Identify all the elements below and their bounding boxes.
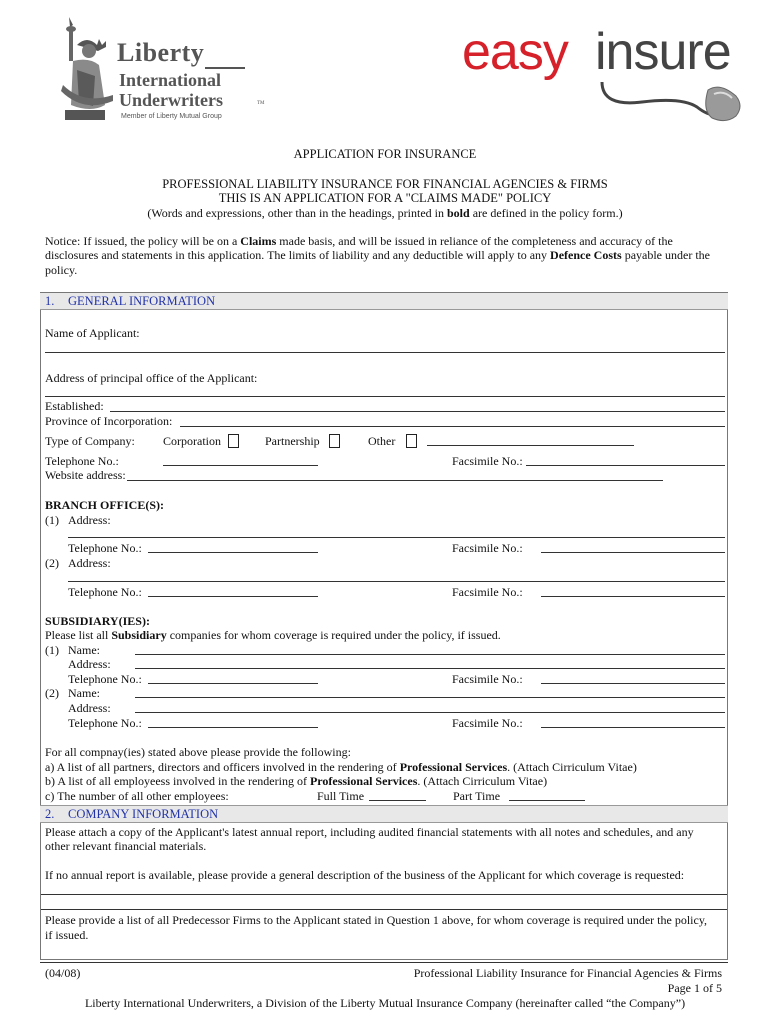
established-label: Established: bbox=[45, 399, 104, 413]
branch-2-address-label: Address: bbox=[68, 556, 111, 570]
notice-l1-post: made basis, and will be issued in reliance of the completeness and accuracy of the bbox=[276, 234, 673, 248]
business-description-prompt: If no annual report is available, please provide a general description of the business of the Applicant for which coverage is requested: bbox=[45, 868, 685, 882]
applicant-name-label: Name of Applicant: bbox=[45, 326, 140, 340]
notice-l1-bold: Claims bbox=[240, 234, 277, 248]
sub-2-facsimile-label: Facsimile No.: bbox=[452, 716, 523, 730]
applicant-name-field[interactable] bbox=[45, 352, 725, 353]
sub-1-name-field[interactable] bbox=[135, 654, 725, 655]
branch-2-address-field[interactable] bbox=[68, 581, 725, 582]
branch-2-telephone-field[interactable] bbox=[148, 596, 318, 597]
sub-2-telephone-field[interactable] bbox=[148, 727, 318, 728]
branch-2-facsimile-label: Facsimile No.: bbox=[452, 585, 523, 599]
notice-line-3: policy. bbox=[45, 263, 78, 277]
full-time-field[interactable] bbox=[369, 800, 426, 801]
predecessor-firms-line-1: Please provide a list of all Predecessor Firms to the Applicant stated in Question 1 above, for whom coverage is required under the policy, bbox=[45, 913, 708, 927]
sub-1-facsimile-label: Facsimile No.: bbox=[452, 672, 523, 686]
easyinsure-easy: easy bbox=[462, 23, 568, 81]
sub-1-telephone-label: Telephone No.: bbox=[68, 672, 142, 686]
annual-report-line-1: Please attach a copy of the Applicant's latest annual report, including audited financial statements with all notes and schedules, and any bbox=[45, 825, 694, 839]
easyinsure-logo bbox=[462, 22, 752, 122]
sub-2-address-label: Address: bbox=[68, 701, 111, 715]
partnership-checkbox[interactable] bbox=[329, 434, 340, 448]
branch-1-address-label: Address: bbox=[68, 513, 111, 527]
provide-item-c: c) The number of all other employees: bbox=[45, 789, 229, 803]
provide-item-a bbox=[45, 760, 637, 775]
notice-l1-pre: Notice: If issued, the policy will be on a bbox=[45, 234, 241, 248]
section-2-heading bbox=[40, 805, 728, 823]
sub-2-name-field[interactable] bbox=[135, 697, 725, 698]
statue-of-liberty-icon bbox=[55, 15, 115, 125]
section-1-number: 1. bbox=[45, 294, 55, 308]
liberty-underline bbox=[205, 67, 245, 69]
annual-report-line-2: other relevant financial materials. bbox=[45, 839, 207, 853]
branch-2-telephone-label: Telephone No.: bbox=[68, 585, 142, 599]
province-label: Province of Incorporation: bbox=[45, 414, 173, 428]
notice-l2-bold: Defence Costs bbox=[550, 248, 622, 262]
sub-1-facsimile-field[interactable] bbox=[541, 683, 725, 684]
subs-instruction-bold: Subsidiary bbox=[111, 628, 167, 642]
branch-1-facsimile-label: Facsimile No.: bbox=[452, 541, 523, 555]
section-1-title: GENERAL INFORMATION bbox=[68, 294, 216, 308]
facsimile-label: Facsimile No.: bbox=[452, 454, 523, 468]
partnership-label: Partnership bbox=[265, 434, 320, 448]
subs-instruction-post: companies for whom coverage is required under the policy, if issued. bbox=[166, 628, 501, 642]
branch-1-telephone-label: Telephone No.: bbox=[68, 541, 142, 555]
sub-1-number: (1) bbox=[45, 643, 59, 657]
page-title: APPLICATION FOR INSURANCE bbox=[293, 147, 477, 161]
notice-line-1 bbox=[45, 234, 673, 249]
predecessor-firms-line-2: if issued. bbox=[45, 928, 89, 942]
provide-item-b bbox=[45, 774, 547, 789]
subsidiaries-instruction bbox=[45, 628, 501, 643]
sub-2-name-label: Name: bbox=[68, 686, 100, 700]
definitions-note bbox=[0, 206, 770, 221]
sub-2-facsimile-field[interactable] bbox=[541, 727, 725, 728]
website-field[interactable] bbox=[127, 480, 663, 481]
facsimile-field[interactable] bbox=[526, 465, 725, 466]
telephone-label: Telephone No.: bbox=[45, 454, 119, 468]
page-subtitle-2: THIS IS AN APPLICATION FOR A "CLAIMS MADE" POLICY bbox=[218, 191, 552, 205]
branch-1-number: (1) bbox=[45, 513, 59, 527]
item-b-bold: Professional Services bbox=[309, 774, 418, 788]
branch-1-telephone-field[interactable] bbox=[148, 552, 318, 553]
full-time-label: Full Time bbox=[317, 789, 365, 803]
notice-l2-pre: disclosures and statements in this application. The limits of liability and any deductible will apply to any bbox=[45, 248, 551, 262]
part-time-label: Part Time bbox=[453, 789, 501, 803]
liberty-member-text: Member of Liberty Mutual Group bbox=[121, 113, 222, 120]
sub-1-name-label: Name: bbox=[68, 643, 100, 657]
corporation-checkbox[interactable] bbox=[228, 434, 239, 448]
company-type-label: Type of Company: bbox=[45, 434, 135, 448]
liberty-wordmark-line3: Underwriters bbox=[119, 90, 223, 110]
principal-address-field[interactable] bbox=[45, 396, 725, 397]
notice-l2-post: payable under the bbox=[621, 248, 710, 262]
other-label: Other bbox=[368, 434, 396, 448]
page-number: Page 1 of 5 bbox=[667, 981, 722, 995]
provide-intro: For all compnay(ies) stated above please provide the following: bbox=[45, 745, 351, 759]
footer-company: Liberty International Underwriters, a Division of the Liberty Mutual Insurance Company (hereinafter called “the Company”) bbox=[84, 996, 686, 1010]
business-description-field-1[interactable] bbox=[41, 894, 727, 895]
branch-2-facsimile-field[interactable] bbox=[541, 596, 725, 597]
section-2-title: COMPANY INFORMATION bbox=[68, 807, 219, 821]
item-a-post: . (Attach Cirriculum Vitae) bbox=[507, 760, 637, 774]
sub-1-telephone-field[interactable] bbox=[148, 683, 318, 684]
footer-form-title: Professional Liability Insurance for Financial Agencies & Firms bbox=[413, 966, 722, 980]
item-b-post: . (Attach Cirriculum Vitae) bbox=[417, 774, 548, 788]
subsidiaries-heading: SUBSIDIARY(IES): bbox=[45, 614, 150, 628]
liberty-logo bbox=[55, 10, 275, 125]
definitions-note-bold: bold bbox=[447, 206, 470, 220]
section-2-number: 2. bbox=[45, 807, 55, 821]
principal-address-label: Address of principal office of the Applicant: bbox=[45, 371, 258, 385]
sub-1-address-label: Address: bbox=[68, 657, 111, 671]
established-field[interactable] bbox=[110, 411, 725, 412]
province-field[interactable] bbox=[180, 426, 725, 427]
page-subtitle-1: PROFESSIONAL LIABILITY INSURANCE FOR FINANCIAL AGENCIES & FIRMS bbox=[162, 177, 608, 191]
liberty-tm: TM bbox=[257, 101, 265, 106]
subs-instruction-pre: Please list all bbox=[45, 628, 112, 642]
item-b-pre: b) A list of all employeess involved in the rendering of bbox=[45, 774, 310, 788]
sub-2-number: (2) bbox=[45, 686, 59, 700]
other-type-field[interactable] bbox=[427, 445, 634, 446]
computer-mouse-icon bbox=[462, 22, 752, 122]
notice-line-2 bbox=[45, 248, 710, 263]
branch-offices-heading: BRANCH OFFICE(S): bbox=[45, 498, 164, 512]
liberty-wordmark: Liberty bbox=[117, 38, 205, 67]
branch-2-number: (2) bbox=[45, 556, 59, 570]
liberty-wordmark-line2: International bbox=[119, 70, 222, 90]
item-a-pre: a) A list of all partners, directors and officers involved in the rendering of bbox=[45, 760, 400, 774]
website-label: Website address: bbox=[45, 468, 126, 482]
business-description-field-2[interactable] bbox=[41, 909, 727, 910]
branch-1-address-field[interactable] bbox=[68, 537, 725, 538]
section-1-heading bbox=[40, 293, 728, 310]
definitions-note-post: are defined in the policy form.) bbox=[469, 206, 623, 220]
corporation-label: Corporation bbox=[163, 434, 221, 448]
definitions-note-pre: (Words and expressions, other than in the headings, printed in bbox=[147, 206, 447, 220]
item-a-bold: Professional Services bbox=[399, 760, 508, 774]
sub-2-address-field[interactable] bbox=[135, 712, 725, 713]
other-checkbox[interactable] bbox=[406, 434, 417, 448]
sub-2-telephone-label: Telephone No.: bbox=[68, 716, 142, 730]
telephone-field[interactable] bbox=[163, 465, 318, 466]
form-version-date: (04/08) bbox=[45, 966, 81, 980]
sub-1-address-field[interactable] bbox=[135, 668, 725, 669]
part-time-field[interactable] bbox=[509, 800, 585, 801]
easyinsure-insure: insure bbox=[595, 23, 731, 81]
branch-1-facsimile-field[interactable] bbox=[541, 552, 725, 553]
footer-divider bbox=[40, 962, 728, 963]
